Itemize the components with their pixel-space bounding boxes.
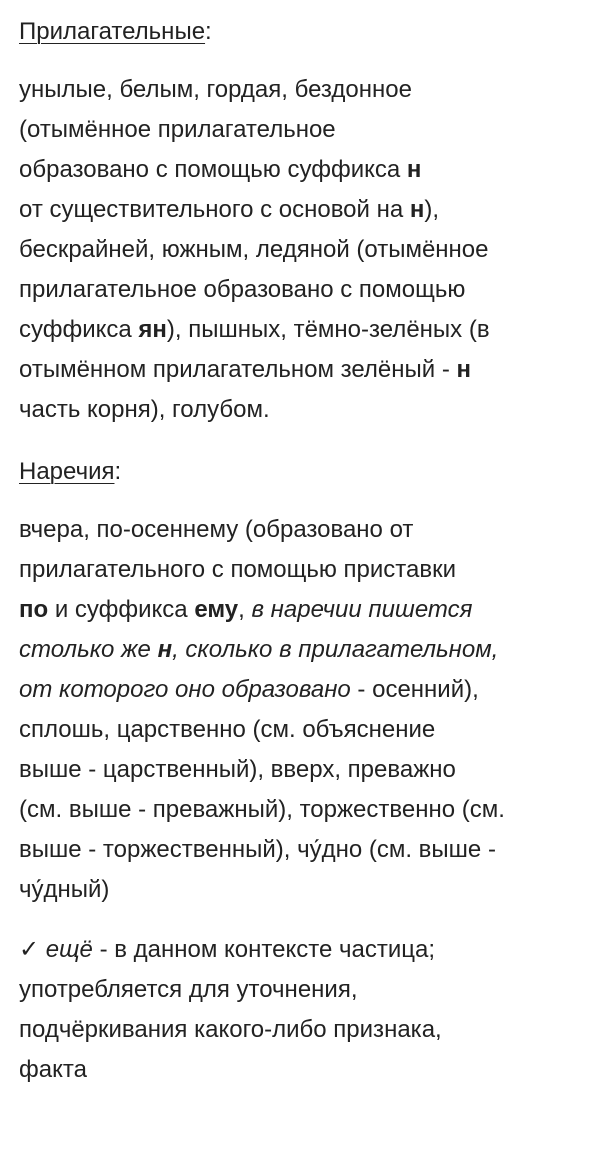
text-run: вчера, по-осеннему (образовано от	[19, 516, 414, 543]
italic-text: от которого оно образовано	[19, 676, 351, 703]
adjectives-line	[19, 350, 615, 390]
adverbs-line	[19, 830, 615, 870]
adverbs-line	[19, 510, 615, 550]
note-line	[19, 930, 615, 970]
adjectives-heading-colon: :	[205, 18, 212, 45]
text-run: ),	[424, 196, 440, 223]
text-run: - осенний),	[350, 676, 479, 703]
adverbs-line	[19, 870, 615, 910]
text-run: чу́дный)	[19, 876, 110, 903]
adverbs-line	[19, 590, 615, 630]
text-run: образовано с помощью суффикса	[19, 156, 407, 183]
adjectives-heading-text: Прилагательные	[19, 18, 206, 45]
text-run: отымённом прилагательном зелёный -	[19, 356, 457, 383]
bold-text: н	[456, 356, 472, 383]
bold-text: ему	[194, 596, 239, 623]
note-paragraph	[19, 930, 615, 1090]
note-line	[19, 1010, 615, 1050]
spacer	[19, 910, 615, 930]
adjectives-line	[19, 110, 615, 150]
spacer	[19, 492, 615, 510]
text-run: выше - торжественный), чу́дно (см. выше -	[19, 836, 496, 863]
italic-text: , сколько в прилагательном,	[172, 636, 499, 663]
text-run: от существительного с основой на	[19, 196, 410, 223]
document	[19, 12, 615, 1090]
adjectives-paragraph	[19, 70, 615, 430]
italic-text: ещё	[45, 936, 93, 963]
text-run: суффикса	[19, 316, 139, 343]
text-run: унылые, белым, гордая, бездонное	[19, 76, 412, 103]
text-run: сплошь, царственно (см. объяснение	[19, 716, 436, 743]
text-run: факта	[19, 1056, 87, 1083]
adjectives-heading	[19, 12, 615, 52]
text-run: прилагательное образовано с помощью	[19, 276, 466, 303]
text-run: прилагательного с помощью приставки	[19, 556, 457, 583]
adjectives-line	[19, 270, 615, 310]
italic-text: столько же	[19, 636, 158, 663]
adjectives-line	[19, 310, 615, 350]
text-run: бескрайней, южным, ледяной (отымённое	[19, 236, 489, 263]
bold-text: н	[406, 156, 422, 183]
text-run: (отымённое прилагательное	[19, 116, 336, 143]
spacer	[19, 430, 615, 452]
adjectives-line	[19, 150, 615, 190]
note-line	[19, 1050, 615, 1090]
text-run: выше - царственный), вверх, преважно	[19, 756, 456, 783]
adjectives-line	[19, 70, 615, 110]
text-run: употребляется для уточнения,	[19, 976, 358, 1003]
italic-text: в наречии пишется	[251, 596, 473, 623]
bold-text: по	[19, 596, 49, 623]
text-run: ✓	[19, 936, 46, 963]
adverbs-line	[19, 790, 615, 830]
adverbs-paragraph	[19, 510, 615, 910]
text-run: - в данном контексте частица;	[92, 936, 435, 963]
adverbs-heading-text: Наречия	[19, 458, 115, 485]
bold-text: ян	[138, 316, 167, 343]
adjectives-line	[19, 230, 615, 270]
adverbs-line	[19, 630, 615, 670]
text-run: ,	[238, 596, 252, 623]
text-run: ), пышных, тёмно-зелёных (в	[166, 316, 490, 343]
text-run: подчёркивания какого-либо признака,	[19, 1016, 442, 1043]
adjectives-line	[19, 190, 615, 230]
adjectives-line	[19, 390, 615, 430]
spacer	[19, 52, 615, 70]
text-run: часть корня), голубом.	[19, 396, 270, 423]
text-run: и суффикса	[48, 596, 195, 623]
note-line	[19, 970, 615, 1010]
adverbs-heading	[19, 452, 615, 492]
text-run: (см. выше - преважный), торжественно (см.	[19, 796, 505, 823]
adverbs-line	[19, 670, 615, 710]
adverbs-line	[19, 550, 615, 590]
bold-text: н	[157, 636, 173, 663]
adverbs-heading-colon: :	[114, 458, 122, 485]
bold-text: н	[409, 196, 425, 223]
adverbs-line	[19, 710, 615, 750]
adverbs-line	[19, 750, 615, 790]
